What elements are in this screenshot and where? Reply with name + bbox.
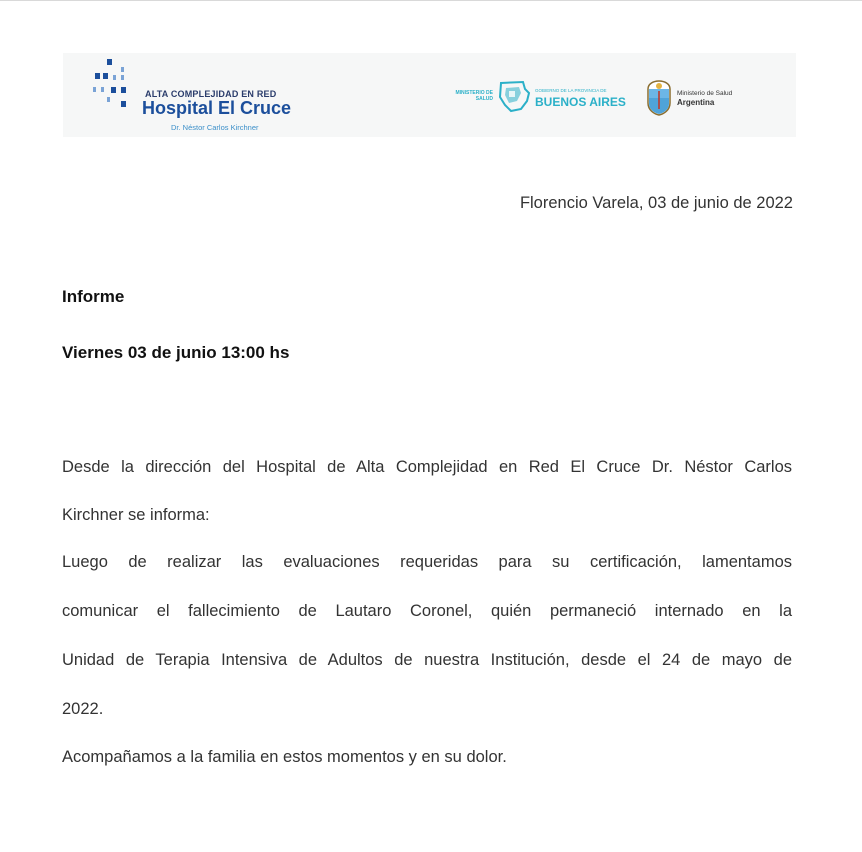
- dateline: Florencio Varela, 03 de junio de 2022: [519, 194, 793, 212]
- nacion-ministerio-label: Ministerio de Salud: [677, 90, 733, 97]
- paragraph-line: 2022.: [62, 700, 104, 718]
- letterhead: [63, 53, 796, 137]
- report-title: Informe: [62, 287, 125, 306]
- hospital-subtitle: Dr. Néstor Carlos Kirchner: [171, 123, 259, 132]
- paragraph-line: Acompañamos a la familia en estos momentos y en su dolor.: [62, 748, 507, 766]
- hospital-mark-icon: [87, 57, 143, 113]
- paragraph-line: Luego de realizar las evaluaciones requeridas para su certificación, lamentamos: [62, 553, 792, 571]
- hospital-name: Hospital El Cruce: [142, 98, 292, 118]
- paragraph-line: comunicar el fallecimiento de Lautaro Coronel, quién permaneció internado en la: [62, 602, 792, 620]
- nacion-logo: [645, 79, 765, 119]
- national-shield-icon: [645, 79, 673, 117]
- hospital-logo: [63, 53, 323, 137]
- pba-gobierno-label: GOBIERNO DE LA PROVINCIA DE: [535, 88, 607, 93]
- paragraph-line: Kirchner se informa:: [62, 506, 210, 524]
- pba-name: BUENOS AIRES: [535, 95, 626, 109]
- paragraph-line: Unidad de Terapia Intensiva de Adultos de nuestra Institución, desde el 24 de mayo de: [62, 651, 792, 669]
- provincia-map-icon: [497, 79, 531, 113]
- provincia-logo: [447, 79, 627, 113]
- nacion-pais-label: Argentina: [677, 98, 715, 107]
- paragraph-line: Desde la dirección del Hospital de Alta Complejidad en Red El Cruce Dr. Néstor Carlos: [62, 458, 792, 476]
- report-datetime: Viernes 03 de junio 13:00 hs: [62, 343, 290, 362]
- pba-ministerio-label: MINISTERIO DE SALUD: [455, 90, 493, 102]
- hospital-tagline: ALTA COMPLEJIDAD EN RED: [145, 89, 277, 99]
